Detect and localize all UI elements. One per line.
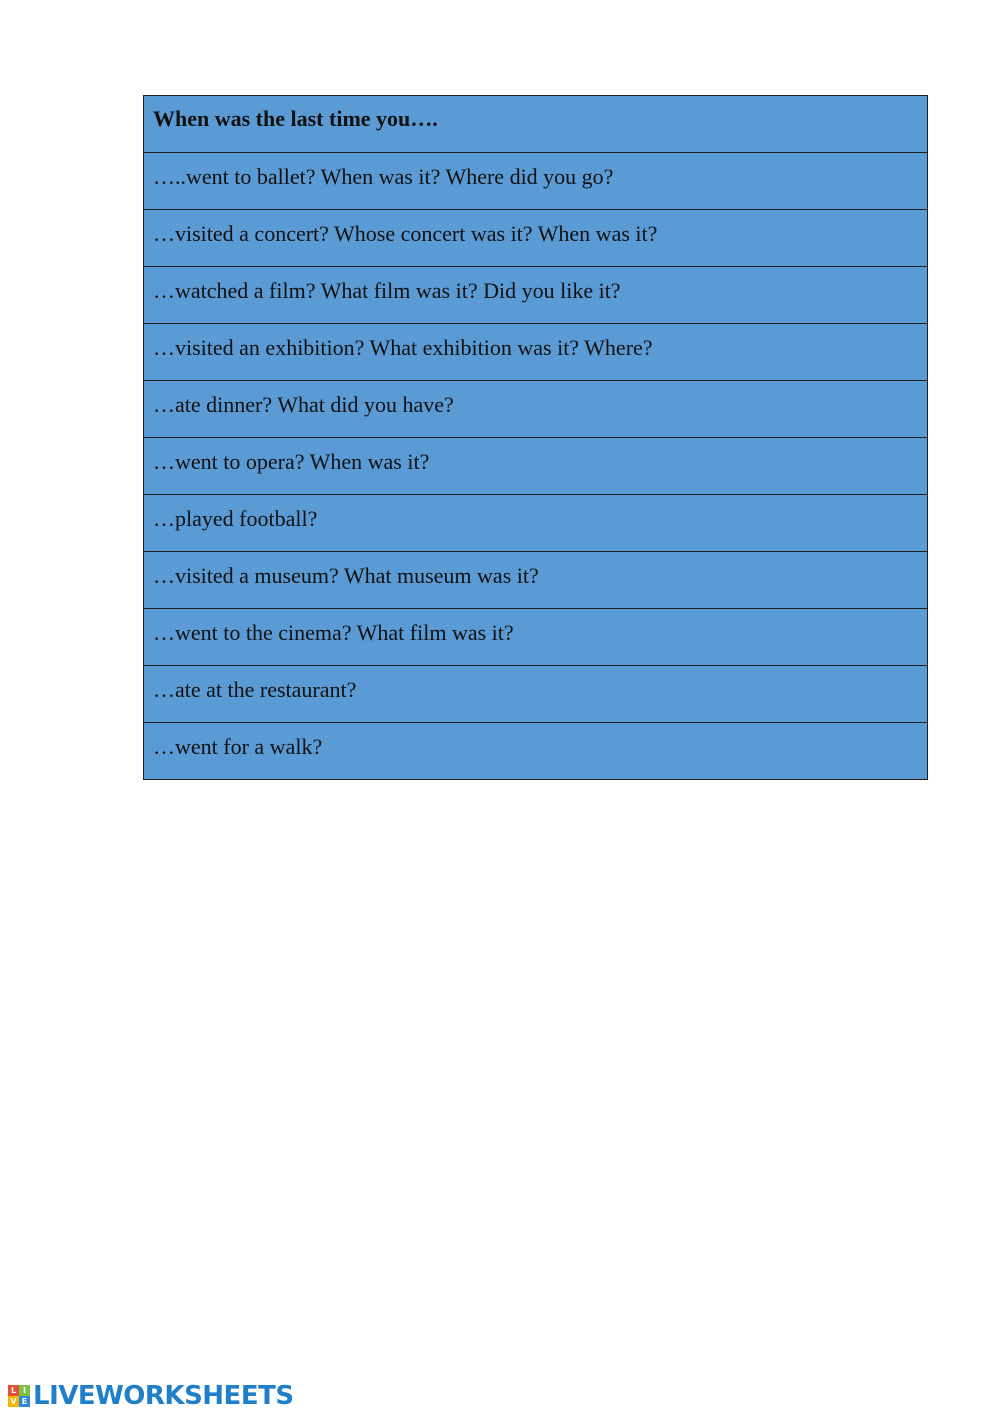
logo-letter: L — [8, 1385, 19, 1396]
table-row — [144, 153, 928, 210]
table-row — [144, 609, 928, 666]
prompt-cell: …went to the cinema? What film was it? — [144, 609, 928, 666]
prompt-cell: …visited a museum? What museum was it? — [144, 552, 928, 609]
table-header-row — [144, 96, 928, 153]
table-row — [144, 267, 928, 324]
table-row — [144, 324, 928, 381]
prompt-cell: …ate at the restaurant? — [144, 666, 928, 723]
brand-name: LIVEWORKSHEETS — [33, 1381, 294, 1411]
table-row — [144, 210, 928, 267]
prompt-cell: …ate dinner? What did you have? — [144, 381, 928, 438]
liveworksheets-logo-icon — [8, 1385, 30, 1407]
liveworksheets-logo[interactable] — [8, 1381, 294, 1411]
prompt-cell: …..went to ballet? When was it? Where did you go? — [144, 153, 928, 210]
table-header: When was the last time you…. — [144, 96, 928, 153]
table-row — [144, 438, 928, 495]
table-row — [144, 381, 928, 438]
logo-letter: I — [19, 1385, 30, 1396]
prompts-table — [143, 95, 928, 780]
prompt-cell: …went for a walk? — [144, 723, 928, 780]
table-row — [144, 723, 928, 780]
prompt-cell: …played football? — [144, 495, 928, 552]
prompt-cell: …visited a concert? Whose concert was it? When was it? — [144, 210, 928, 267]
table-row — [144, 495, 928, 552]
logo-letter: E — [19, 1396, 30, 1407]
logo-letter: V — [8, 1396, 19, 1407]
prompt-cell: …watched a film? What film was it? Did you like it? — [144, 267, 928, 324]
prompt-cell: …visited an exhibition? What exhibition was it? Where? — [144, 324, 928, 381]
table-row — [144, 552, 928, 609]
table-row — [144, 666, 928, 723]
prompt-cell: …went to opera? When was it? — [144, 438, 928, 495]
